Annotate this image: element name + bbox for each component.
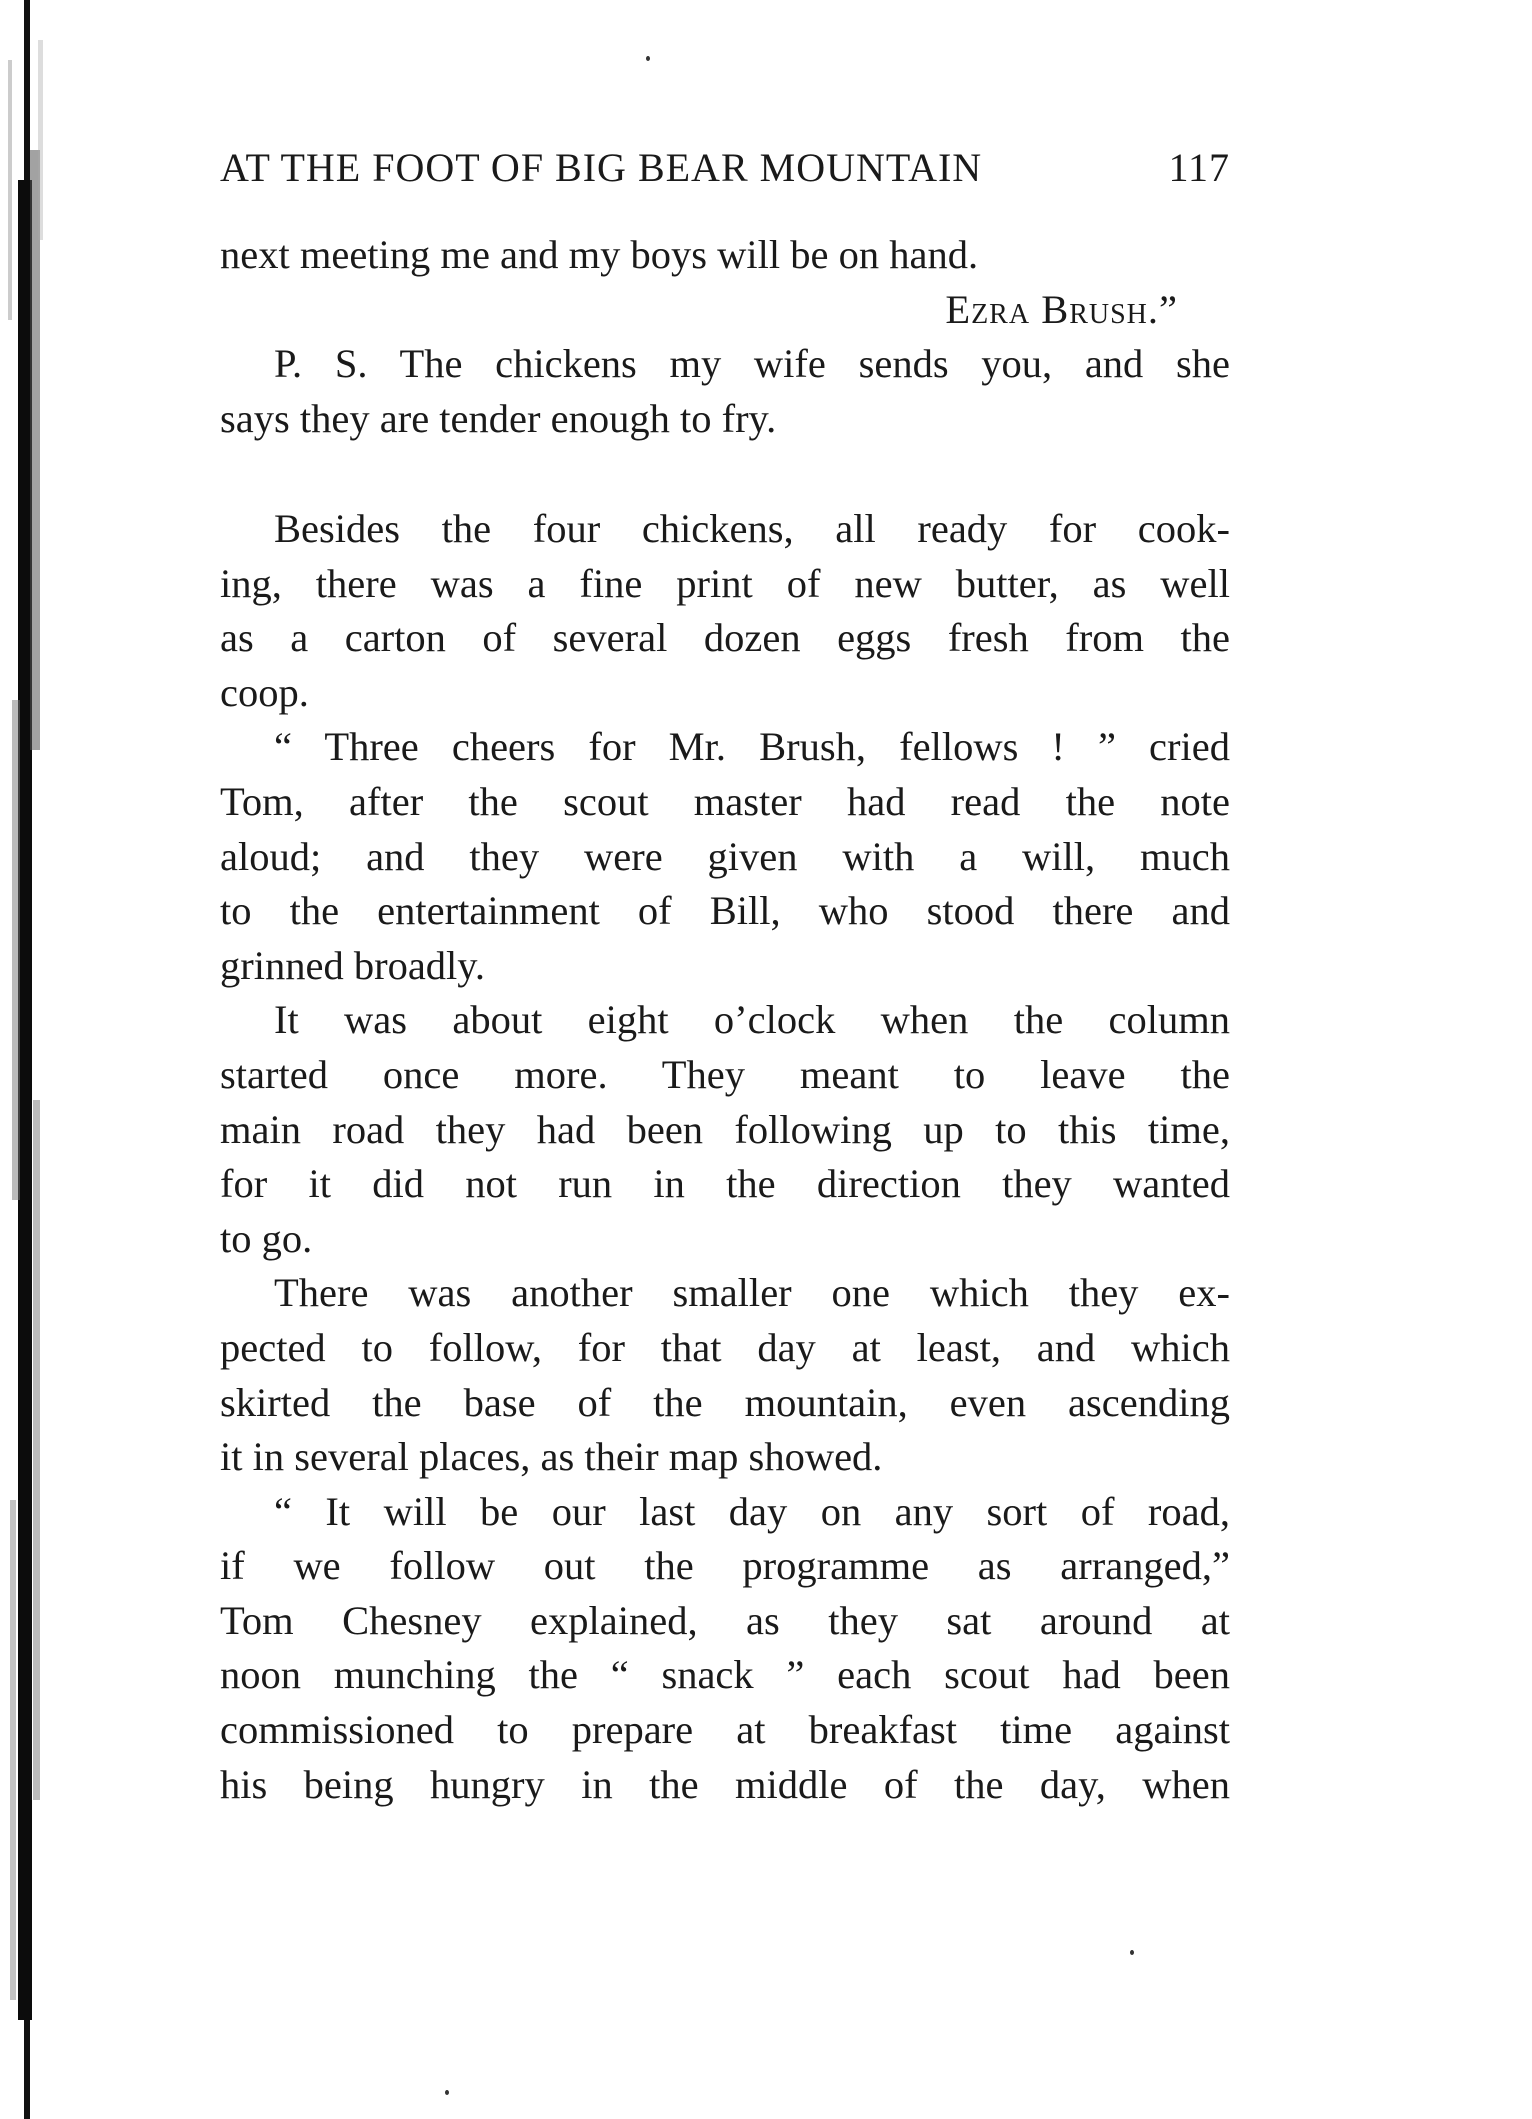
paragraph bbox=[220, 993, 1230, 1266]
text-line: It was about eight o’clock when the column bbox=[274, 997, 1230, 1043]
text-line: Besides the four chickens, all ready for cook- bbox=[274, 506, 1230, 551]
text-line: pected to follow, for that day at least, and which bbox=[220, 1324, 1230, 1370]
text-line: “ It will be our last day on any sort of road, bbox=[274, 1488, 1230, 1534]
text-line: grinned broadly. bbox=[220, 942, 486, 988]
text-line: Tom Chesney explained, as they sat around at bbox=[220, 1597, 1230, 1643]
paragraph bbox=[220, 502, 1230, 720]
text-line: ing, there was a fine print of new butter, as well bbox=[220, 560, 1230, 606]
text-line: for it did not run in the direction they wanted bbox=[220, 1161, 1230, 1207]
print-speck bbox=[646, 56, 650, 61]
binding-edge-shadow bbox=[0, 0, 60, 2119]
text-line: commissioned to prepare at breakfast time against bbox=[220, 1707, 1230, 1753]
page-number: 117 bbox=[1168, 145, 1230, 190]
letter-signature: Ezra Brush.” bbox=[945, 286, 1178, 332]
text-line: started once more. They meant to leave the bbox=[220, 1051, 1230, 1097]
text-line: to the entertainment of Bill, who stood there and bbox=[220, 888, 1230, 934]
text-line: coop. bbox=[220, 669, 309, 715]
main-text bbox=[220, 502, 1230, 1812]
text-line: main road they had been following up to this time, bbox=[220, 1106, 1230, 1152]
text-line: aloud; and they were given with a will, much bbox=[220, 833, 1230, 879]
paragraph bbox=[220, 1485, 1230, 1813]
postscript-line: says they are tender enough to fry. bbox=[220, 395, 777, 441]
text-line: to go. bbox=[220, 1215, 313, 1261]
text-line: Tom, after the scout master had read the note bbox=[220, 778, 1230, 824]
text-line: There was another smaller one which they ex- bbox=[274, 1270, 1230, 1316]
text-line: if we follow out the programme as arranged,” bbox=[220, 1543, 1230, 1589]
text-line: noon munching the “ snack ” each scout had been bbox=[220, 1652, 1230, 1698]
text-line: skirted the base of the mountain, even ascending bbox=[220, 1379, 1230, 1425]
postscript-line: P. S. The chickens my wife sends you, and she bbox=[274, 341, 1230, 387]
running-header bbox=[220, 145, 1230, 190]
book-page bbox=[220, 0, 1230, 2119]
print-speck bbox=[1130, 1950, 1134, 1955]
text-line: his being hungry in the middle of the day, when bbox=[220, 1761, 1230, 1807]
letter-ending bbox=[220, 228, 1230, 446]
text-line: “ Three cheers for Mr. Brush, fellows ! ” cried bbox=[274, 724, 1230, 770]
running-title: AT THE FOOT OF BIG BEAR MOUNTAIN bbox=[220, 145, 983, 190]
paragraph bbox=[220, 720, 1230, 993]
paragraph bbox=[220, 1266, 1230, 1484]
text-line: as a carton of several dozen eggs fresh from the bbox=[220, 615, 1230, 661]
text-line: next meeting me and my boys will be on hand. bbox=[220, 232, 979, 277]
text-line: it in several places, as their map showed. bbox=[220, 1434, 883, 1480]
print-speck bbox=[445, 2090, 449, 2095]
